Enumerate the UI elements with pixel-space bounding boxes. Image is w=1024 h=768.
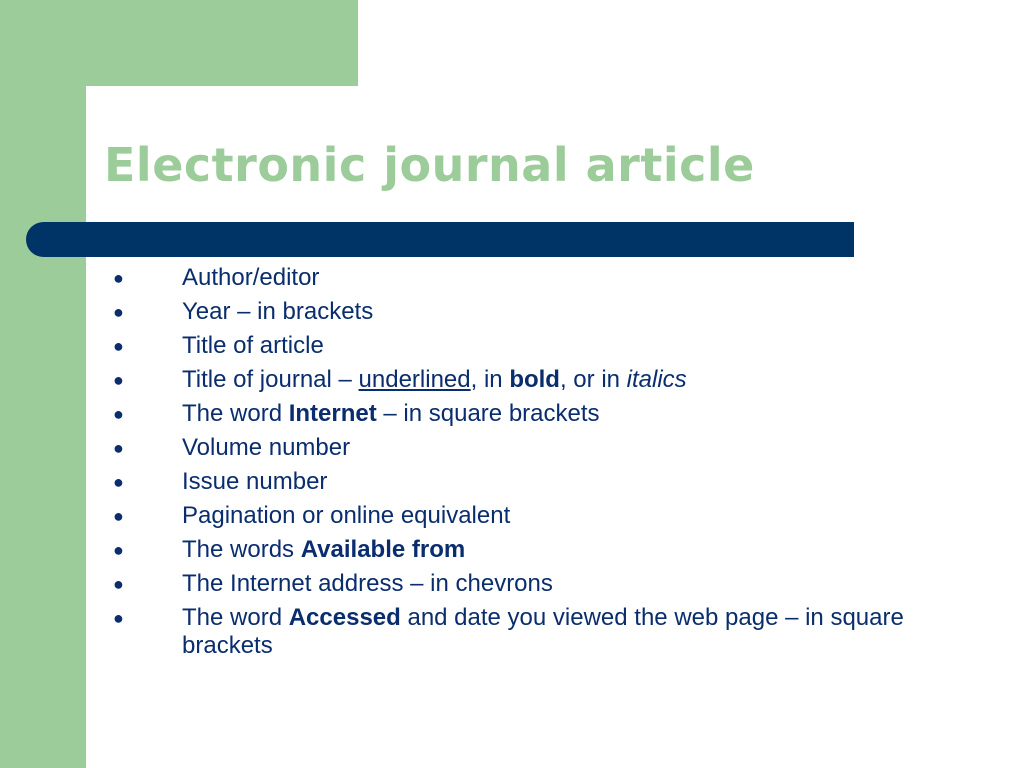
list-item bbox=[110, 502, 990, 530]
bullet-icon: ● bbox=[113, 268, 124, 288]
bold-text: Accessed bbox=[288, 604, 401, 631]
list-item bbox=[110, 604, 990, 660]
bold-text: bold bbox=[509, 366, 560, 393]
list-item bbox=[110, 366, 990, 394]
list-item-text: and date you viewed the web page – in square brackets bbox=[182, 604, 904, 659]
list-item-text: Volume number bbox=[182, 434, 351, 461]
bullet-list bbox=[110, 264, 990, 666]
bullet-icon: ● bbox=[113, 336, 124, 356]
green-side-strip bbox=[0, 0, 86, 768]
list-item bbox=[110, 400, 990, 428]
list-item bbox=[110, 332, 990, 360]
list-item-text: The word bbox=[182, 604, 289, 631]
slide-title: Electronic journal article bbox=[104, 138, 755, 192]
list-item bbox=[110, 536, 990, 564]
list-item bbox=[110, 570, 990, 598]
list-item-text: , or in bbox=[559, 366, 627, 393]
bullet-icon: ● bbox=[113, 472, 124, 492]
list-item bbox=[110, 298, 990, 326]
bullet-icon: ● bbox=[113, 540, 124, 560]
green-top-block bbox=[0, 0, 358, 86]
list-item bbox=[110, 434, 990, 462]
bullet-icon: ● bbox=[113, 506, 124, 526]
list-item bbox=[110, 468, 990, 496]
italic-text: italics bbox=[626, 366, 687, 393]
bullet-icon: ● bbox=[113, 574, 124, 594]
list-item-text: Author/editor bbox=[182, 264, 320, 291]
bold-text: Internet bbox=[288, 400, 377, 427]
list-item-text: The word bbox=[182, 400, 289, 427]
list-item-text: Issue number bbox=[182, 468, 328, 495]
list-item-text: Title of article bbox=[182, 332, 324, 359]
bullet-icon: ● bbox=[113, 404, 124, 424]
bullet-icon: ● bbox=[113, 438, 124, 458]
list-item-text: Pagination or online equivalent bbox=[182, 502, 511, 529]
bold-text: Available from bbox=[300, 536, 466, 563]
list-item-text: – in square brackets bbox=[376, 400, 600, 427]
bullet-icon: ● bbox=[113, 302, 124, 322]
bullet-icon: ● bbox=[113, 370, 124, 390]
list-item-text: The words bbox=[182, 536, 301, 563]
list-item-text: , in bbox=[470, 366, 510, 393]
list-item-text: Year – in brackets bbox=[182, 298, 374, 325]
list-item-text: The Internet address – in chevrons bbox=[182, 570, 553, 597]
list-item bbox=[110, 264, 990, 292]
title-underline-bar bbox=[26, 222, 854, 257]
underlined-text: underlined bbox=[358, 366, 471, 393]
list-item-text: Title of journal – bbox=[182, 366, 359, 393]
bullet-icon: ● bbox=[113, 608, 124, 628]
